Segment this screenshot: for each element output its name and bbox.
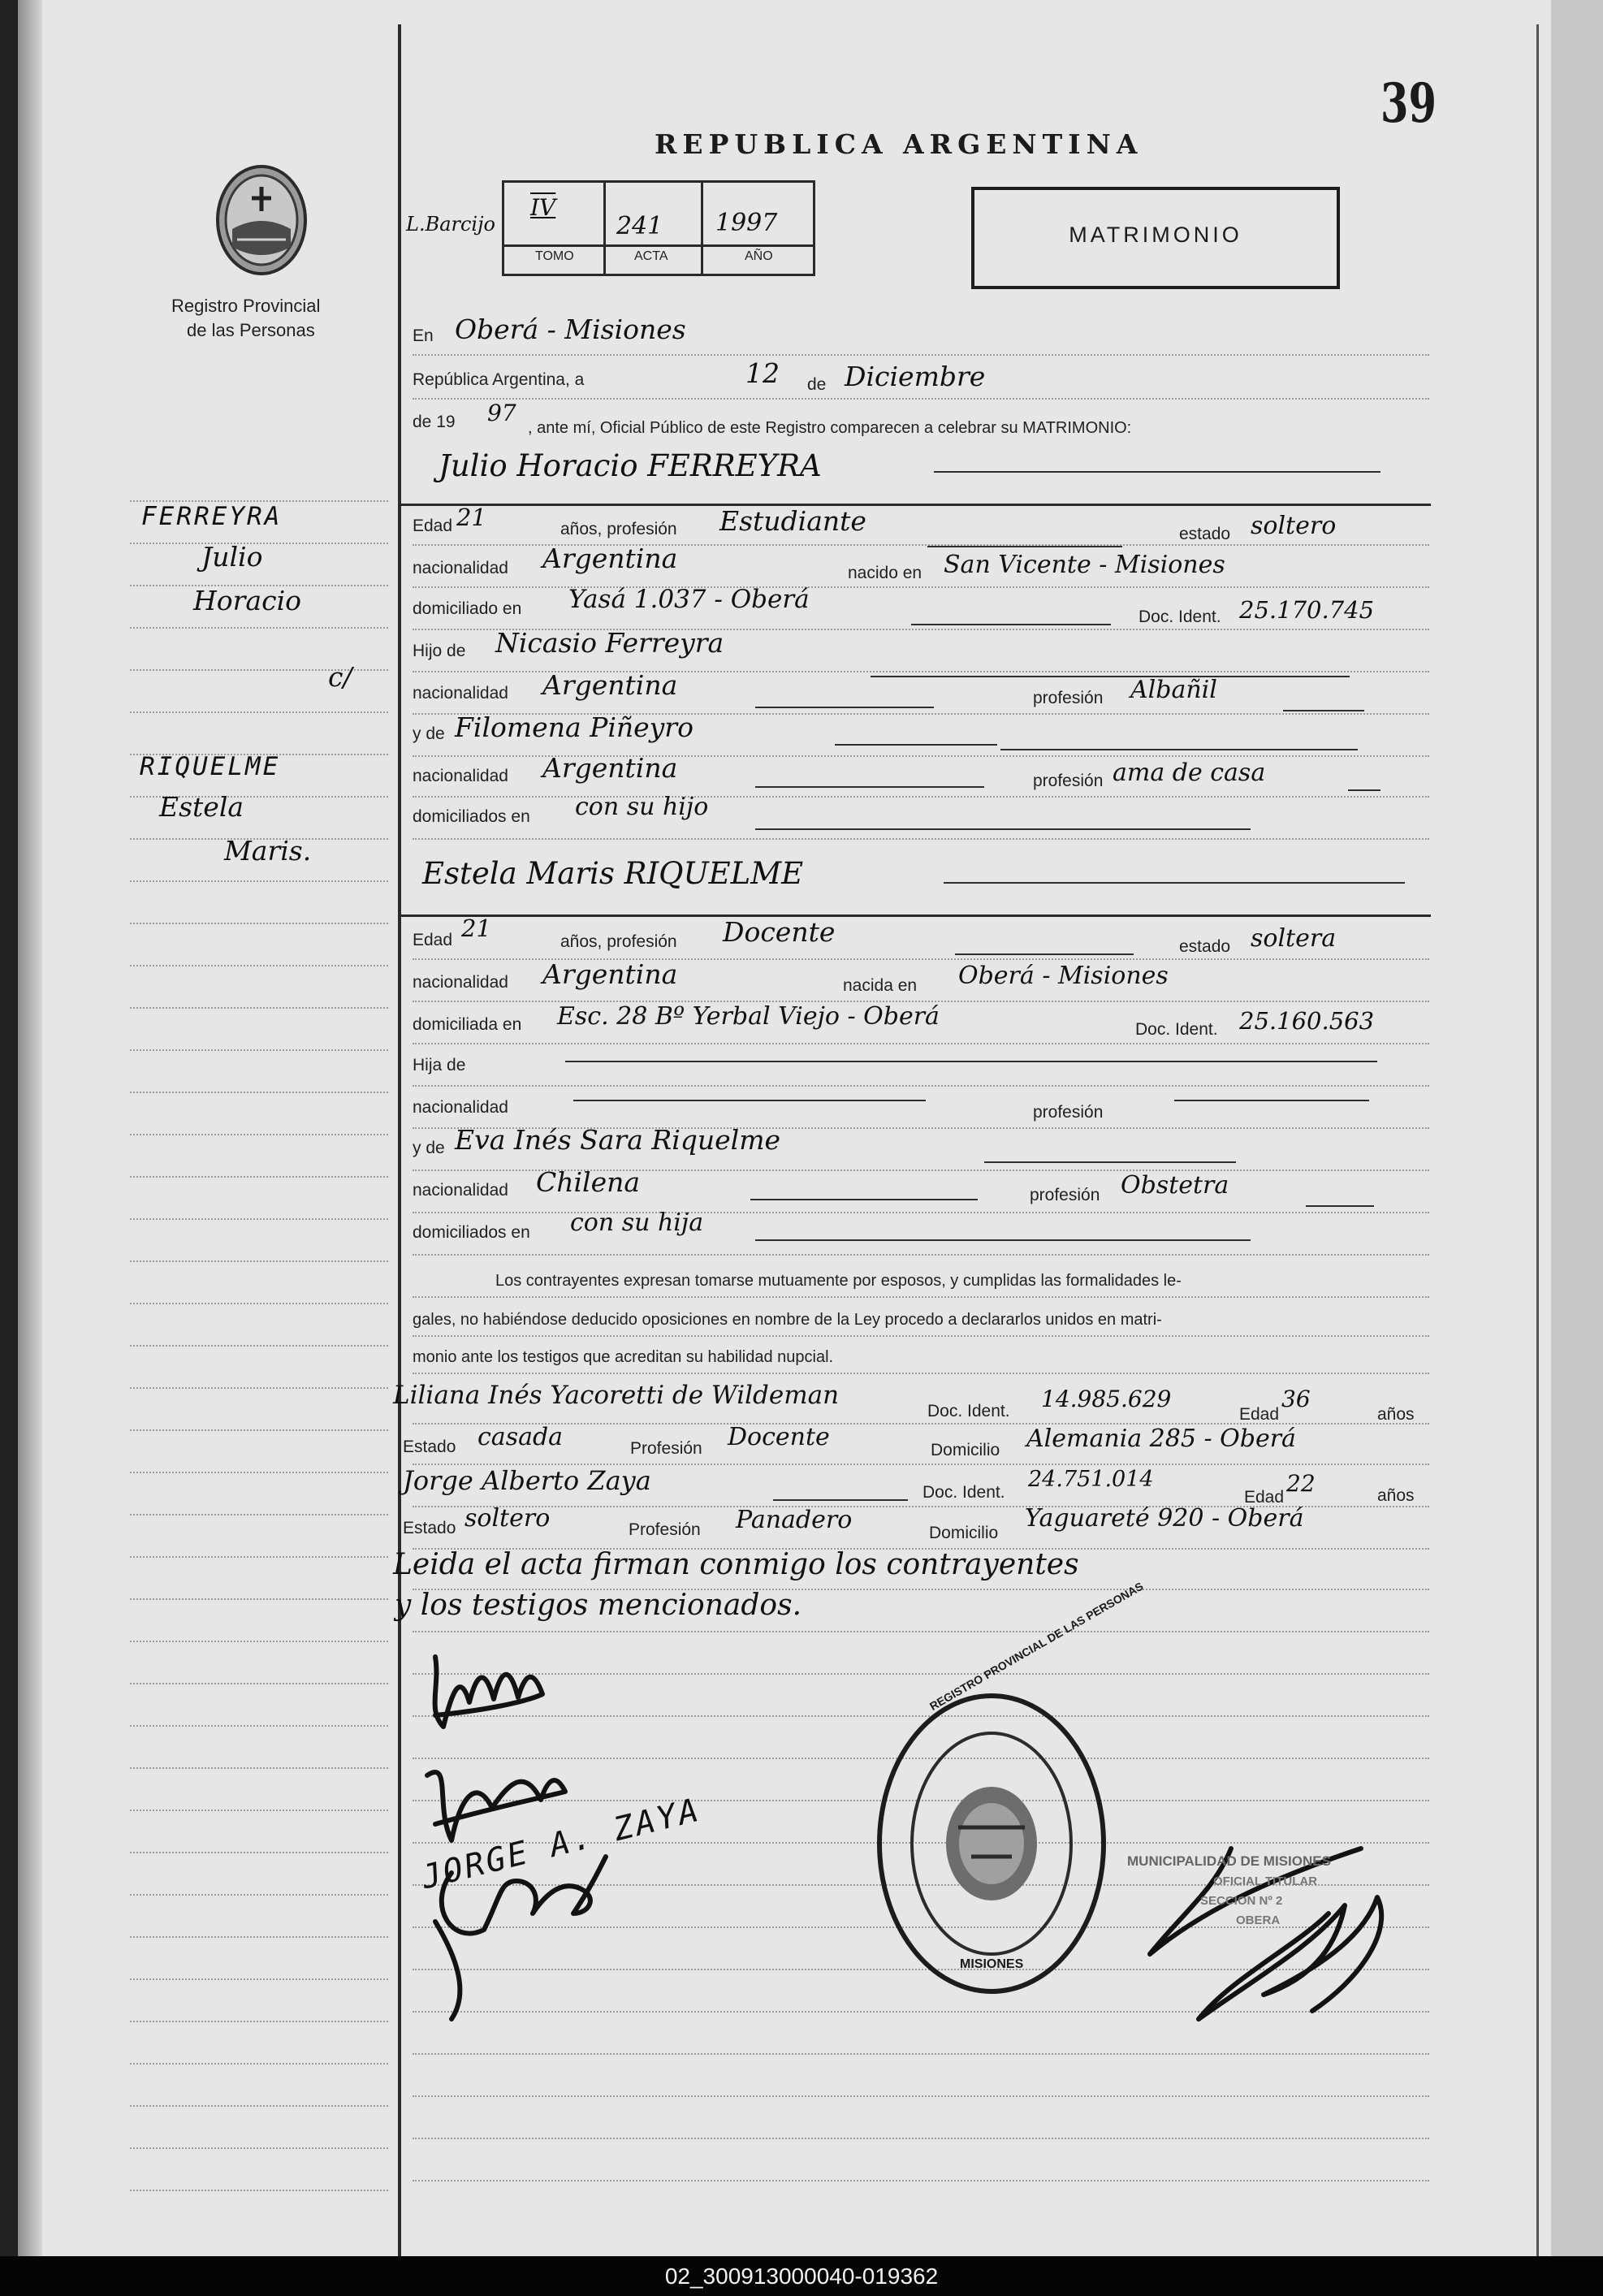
margin-ruling-line <box>130 1387 388 1389</box>
bride-mother-prof-label: profesión <box>1030 1186 1100 1204</box>
groom-age: 21 <box>456 504 486 531</box>
margin-ruling-line <box>130 1514 388 1516</box>
scan-border <box>0 0 18 2256</box>
stamp-line3: SECCION Nº 2 <box>1200 1894 1283 1908</box>
groom-address: Yasá 1.037 - Oberá <box>568 585 810 614</box>
witness2-edad-label: Edad <box>1244 1488 1285 1507</box>
margin-ruling-line <box>130 1218 388 1220</box>
signature-witness2 <box>435 1922 460 2019</box>
witness2-anos-label: años <box>1377 1486 1415 1505</box>
groom-birthplace: San Vicente - Misiones <box>944 551 1225 579</box>
witness1-doc: 14.985.629 <box>1041 1386 1172 1412</box>
witness1-edad-label: Edad <box>1239 1405 1280 1424</box>
document-id: 02_300913000040-019362 <box>664 2264 939 2289</box>
witness1-profesion-label: Profesión <box>630 1439 702 1458</box>
registry-name-line1: Registro Provincial <box>171 296 321 316</box>
intro-place: Oberá - Misiones <box>455 313 686 345</box>
bride-doc-label: Doc. Ident. <box>1135 1020 1218 1039</box>
bride-anos-profesion-label: años, profesión <box>560 932 677 951</box>
bride-civil-status: soltera <box>1251 924 1337 953</box>
margin-ruling-line <box>130 1429 388 1431</box>
groom-mother: Filomena Piñeyro <box>455 711 693 743</box>
groom-parents-dom-label: domiciliados en <box>413 807 530 826</box>
margin-groom-surname: FERREYRA <box>141 502 283 531</box>
margin-ruling-line <box>130 1725 388 1727</box>
margin-ruling-line <box>130 1641 388 1642</box>
witness2-address: Yaguareté 920 - Oberá <box>1025 1504 1304 1533</box>
witness1-estado-label: Estado <box>403 1438 456 1456</box>
groom-profession: Estudiante <box>719 505 866 537</box>
signature-groom <box>435 1657 542 1727</box>
margin-ruling-line <box>130 2021 388 2022</box>
margin-ruling-line <box>130 1852 388 1853</box>
margin-ruling-line <box>130 2190 388 2191</box>
groom-father-nat-label: nacionalidad <box>413 684 508 703</box>
witness2-printed-name: JORGE A. ZAYA <box>417 1791 705 1897</box>
margin-ruling-line <box>130 1345 388 1347</box>
margin-ruling-line <box>130 1978 388 1980</box>
groom-nationality: Argentina <box>542 543 678 574</box>
scan-border-right <box>1551 0 1603 2256</box>
book-prefix: L.Barcijo <box>406 213 495 236</box>
intro-statement: , ante mí, Oficial Público de este Registro comparecen a celebrar su MATRIMONIO: <box>528 419 1132 437</box>
intro-republica-label: República Argentina, a <box>413 370 585 389</box>
margin-ruling-line <box>130 1598 388 1600</box>
witness1-anos-label: años <box>1377 1405 1415 1424</box>
act-type-label: MATRIMONIO <box>1069 223 1242 247</box>
body-ruling-line <box>413 2095 1429 2097</box>
groom-mother-nationality: Argentina <box>542 752 678 784</box>
bride-address: Esc. 28 Bº Yerbal Viejo - Oberá <box>557 1002 940 1031</box>
bride-father-nat-label: nacionalidad <box>413 1098 508 1117</box>
body-ruling-line <box>413 2138 1429 2139</box>
seal-ring-text: REGISTRO PROVINCIAL DE LAS PERSONAS <box>927 1579 1146 1713</box>
bride-estado-label: estado <box>1179 937 1231 956</box>
margin-ruling-line <box>130 1176 388 1178</box>
bride-domiciliada-label: domiciliada en <box>413 1015 522 1034</box>
page-number: 39 <box>1380 71 1437 135</box>
margin-ruling-line <box>130 2105 388 2107</box>
body-ruling-line <box>413 2180 1429 2181</box>
seal-lower-text: MISIONES <box>960 1957 1024 1971</box>
margin-ruling-line <box>130 1049 388 1051</box>
groom-parents-address: con su hijo <box>575 793 709 821</box>
groom-hijo-label: Hijo de <box>413 642 466 660</box>
tomo-value: IV <box>530 194 556 221</box>
witness2-profession: Panadero <box>736 1506 853 1534</box>
margin-ruling-line <box>130 2147 388 2149</box>
witness1-address: Alemania 285 - Oberá <box>1026 1425 1296 1453</box>
bride-parents-address: con su hija <box>570 1209 704 1237</box>
stamp-line4: OBERA <box>1236 1913 1281 1927</box>
registry-name-line2: de las Personas <box>187 320 315 340</box>
declaration-line2: gales, no habiéndose deducido oposiciones en nombre de la Ley procedo a declararlos unidos en matri- <box>413 1311 1162 1329</box>
acta-label: ACTA <box>634 249 668 263</box>
witness2-doc-label: Doc. Ident. <box>922 1483 1005 1502</box>
bride-doc: 25.160.563 <box>1239 1007 1375 1035</box>
witness2-domicilio-label: Domicilio <box>929 1524 999 1542</box>
stamp-line2: OFICIAL TITULAR <box>1213 1874 1318 1888</box>
groom-full-name: Julio Horacio FERREYRA <box>439 448 822 483</box>
margin-groom-second: Horacio <box>193 585 301 616</box>
intro-year-prefix: de 19 <box>413 413 456 431</box>
groom-mother-prof-label: profesión <box>1033 772 1104 790</box>
margin-ruling-line <box>130 1092 388 1093</box>
groom-edad-label: Edad <box>413 517 453 535</box>
margin-ruling-line <box>130 1007 388 1009</box>
groom-civil-status: soltero <box>1251 512 1337 540</box>
bride-edad-label: Edad <box>413 931 453 949</box>
declaration-line3: monio ante los testigos que acreditan su habilidad nupcial. <box>413 1348 834 1366</box>
margin-ruling-line <box>130 2063 388 2065</box>
bride-full-name: Estela Maris RIQUELME <box>422 856 804 891</box>
tomo-label: TOMO <box>535 249 574 263</box>
margin-ruling-line <box>130 1936 388 1938</box>
margin-ruling-line <box>130 965 388 966</box>
margin-ruling-line <box>130 1767 388 1769</box>
margin-bride-first: Estela <box>159 791 244 823</box>
bride-hija-label: Hija de <box>413 1056 466 1074</box>
bride-yde-label: y de <box>413 1139 445 1157</box>
witness2-civil-status: soltero <box>464 1504 551 1533</box>
ano-value: 1997 <box>715 209 778 237</box>
witness2-profesion-label: Profesión <box>629 1520 701 1539</box>
bride-nacionalidad-label: nacionalidad <box>413 973 508 992</box>
margin-ruling-line <box>130 1260 388 1262</box>
page-edge-line <box>1536 24 1539 2256</box>
intro-month: Diciembre <box>845 361 986 392</box>
margin-ruling-line <box>130 923 388 924</box>
witness1-doc-label: Doc. Ident. <box>927 1402 1010 1420</box>
official-seal <box>874 1579 1146 1998</box>
margin-ruling-line <box>130 1303 388 1304</box>
bride-parents-dom-label: domiciliados en <box>413 1223 530 1242</box>
margin-groom-first: Julio <box>201 541 263 573</box>
groom-father-profession: Albañil <box>1130 676 1217 704</box>
groom-doc-label: Doc. Ident. <box>1139 608 1221 626</box>
witness1-name: Liliana Inés Yacoretti de Wildeman <box>393 1381 840 1410</box>
groom-nacionalidad-label: nacionalidad <box>413 559 508 577</box>
witness1-domicilio-label: Domicilio <box>931 1441 1000 1459</box>
margin-ruling-line <box>130 1556 388 1558</box>
witness1-civil-status: casada <box>477 1423 564 1451</box>
intro-day: 12 <box>745 357 780 389</box>
coat-of-arms-icon <box>213 162 310 282</box>
margin-ruling-line <box>130 711 388 713</box>
margin-ruling-line <box>130 1472 388 1473</box>
margin-ruling-line <box>130 1134 388 1135</box>
bride-nacida-label: nacida en <box>843 976 918 995</box>
closing-note-line1: Leida el acta firman conmigo los contrayentes <box>393 1548 1079 1581</box>
bride-nationality: Argentina <box>542 958 678 990</box>
bride-mother-nationality: Chilena <box>536 1166 641 1198</box>
groom-anos-profesion-label: años, profesión <box>560 520 677 538</box>
closing-note-line2: y los testigos mencionados. <box>395 1589 802 1622</box>
groom-nacido-label: nacido en <box>848 564 922 582</box>
intro-year-suffix: 97 <box>487 400 516 426</box>
witness1-age: 36 <box>1281 1386 1311 1412</box>
declaration-line1: Los contrayentes expresan tomarse mutuamente por esposos, y cumplidas las formalidades le- <box>495 1272 1182 1290</box>
groom-father-prof-label: profesión <box>1033 689 1104 707</box>
official-stamp <box>1122 1852 1447 1941</box>
margin-ruling-line <box>130 1683 388 1684</box>
act-type-box <box>971 187 1340 289</box>
witness2-age: 22 <box>1286 1470 1316 1497</box>
ano-label: AÑO <box>745 249 773 263</box>
witness2-doc: 24.751.014 <box>1028 1467 1154 1492</box>
bride-father-prof-label: profesión <box>1033 1103 1104 1122</box>
groom-father: Nicasio Ferreyra <box>495 627 724 659</box>
groom-mother-nat-label: nacionalidad <box>413 767 508 785</box>
groom-domiciliado-label: domiciliado en <box>413 599 522 618</box>
groom-doc: 25.170.745 <box>1239 596 1375 624</box>
margin-ruling-line <box>130 627 388 629</box>
bride-age: 21 <box>461 915 491 942</box>
bride-mother: Eva Inés Sara Riquelme <box>455 1124 781 1156</box>
bride-birthplace: Oberá - Misiones <box>958 962 1169 990</box>
margin-ruling-line <box>130 1894 388 1896</box>
margin-ruling-line <box>130 1810 388 1811</box>
bride-profession: Docente <box>723 916 836 948</box>
country-heading: REPUBLICA ARGENTINA <box>655 128 1143 160</box>
intro-de-label: de <box>807 375 827 394</box>
margin-bride-second: Maris. <box>224 835 312 867</box>
margin-ruling-line <box>130 880 388 882</box>
witness1-profession: Docente <box>728 1423 830 1451</box>
groom-mother-profession: ama de casa <box>1113 759 1266 787</box>
witness2-name: Jorge Alberto Zaya <box>403 1465 651 1496</box>
stamp-line1: MUNICIPALIDAD DE MISIONES <box>1127 1853 1331 1869</box>
groom-father-nationality: Argentina <box>542 669 678 701</box>
margin-bride-surname: RIQUELME <box>140 752 281 781</box>
acta-value: 241 <box>616 212 663 240</box>
bride-mother-nat-label: nacionalidad <box>413 1181 508 1200</box>
margin-divider <box>398 24 401 2256</box>
book-spine <box>18 0 42 2256</box>
witness2-estado-label: Estado <box>403 1519 456 1537</box>
intro-en-label: En <box>413 326 434 345</box>
groom-yde-label: y de <box>413 724 445 743</box>
bride-mother-profession: Obstetra <box>1121 1171 1229 1200</box>
registry-number-box <box>502 180 815 276</box>
groom-estado-label: estado <box>1179 525 1231 543</box>
margin-conjunction: c/ <box>328 661 352 693</box>
